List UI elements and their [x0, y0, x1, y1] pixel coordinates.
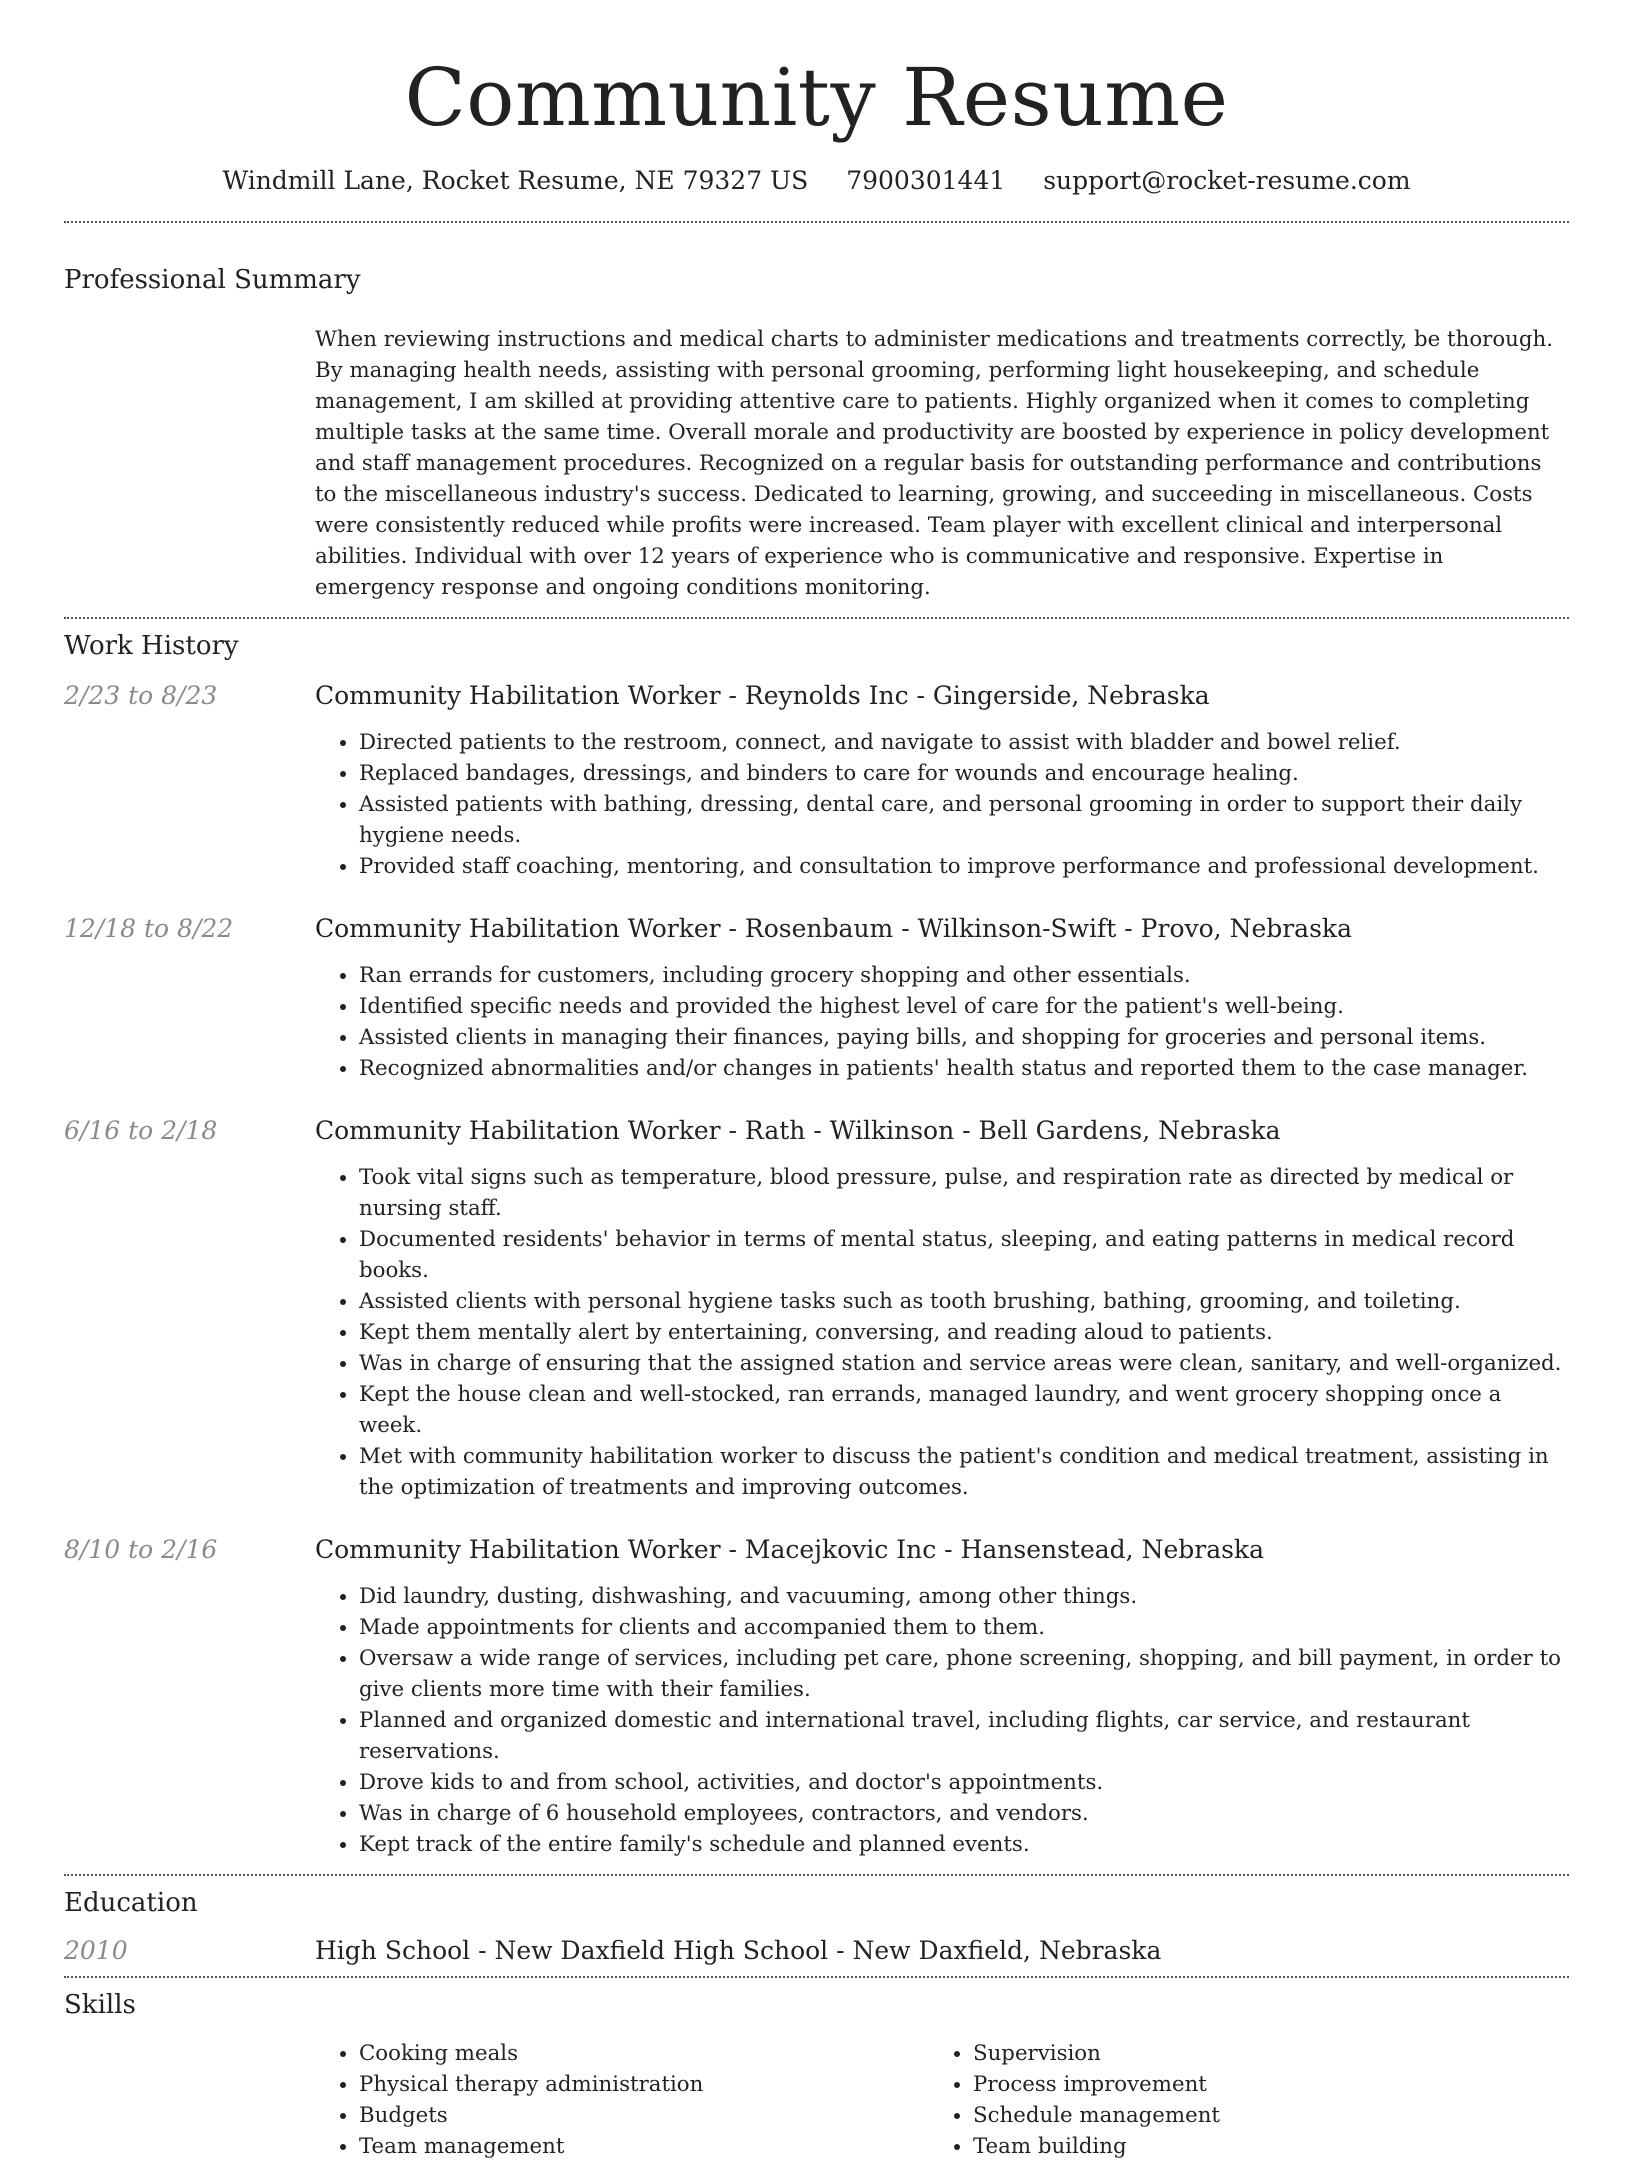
- skills-divider: [64, 1976, 1569, 1978]
- job-entry: [64, 912, 1569, 1084]
- section-title-education: Education: [64, 1888, 198, 1918]
- job-dates: 2/23 to 8/23: [64, 681, 218, 710]
- skills-grid: [315, 2038, 1569, 2162]
- job-title: Community Habilitation Worker - Macejkovic Inc - Hansenstead, Nebraska: [315, 1535, 1264, 1564]
- contact-email: support@rocket-resume.com: [1043, 166, 1411, 195]
- job-bullets: [315, 1162, 1569, 1503]
- skill-item: • Team management: [359, 2131, 929, 2162]
- skills-list: [315, 2038, 929, 2162]
- contact-address: Windmill Lane, Rocket Resume, NE 79327 US: [222, 166, 809, 195]
- summary-divider: [64, 617, 1569, 619]
- job-bullet: • Assisted clients in managing their finances, paying bills, and shopping for groceries and personal items.: [359, 1022, 1569, 1053]
- section-title-summary: Professional Summary: [64, 265, 361, 295]
- job-bullet: • Kept track of the entire family's schedule and planned events.: [359, 1829, 1569, 1860]
- job-body: [315, 1533, 1569, 1860]
- job-bullet: • Ran errands for customers, including grocery shopping and other essentials.: [359, 960, 1569, 991]
- job-bullet: • Took vital signs such as temperature, blood pressure, pulse, and respiration rate as directed by medical or nursing staff.: [359, 1162, 1569, 1224]
- contact-phone: 7900301441: [846, 166, 1006, 195]
- education-year: 2010: [64, 1936, 128, 1965]
- job-entry: [64, 1114, 1569, 1503]
- section-title-skills: Skills: [64, 1990, 136, 2020]
- job-bullet: • Assisted clients with personal hygiene tasks such as tooth brushing, bathing, grooming, and toileting.: [359, 1286, 1569, 1317]
- job-bullet: • Was in charge of 6 household employees, contractors, and vendors.: [359, 1798, 1569, 1829]
- job-entry: [64, 1533, 1569, 1860]
- job-bullet: • Kept the house clean and well-stocked, ran errands, managed laundry, and went grocery shopping once a week.: [359, 1379, 1569, 1441]
- job-bullet: • Did laundry, dusting, dishwashing, and vacuuming, among other things.: [359, 1581, 1569, 1612]
- contact-line: [64, 166, 1569, 195]
- job-bullets: [315, 727, 1569, 882]
- job-bullet: • Directed patients to the restroom, connect, and navigate to assist with bladder and bowel relief.: [359, 727, 1569, 758]
- job-bullets: [315, 960, 1569, 1084]
- job-bullet: • Kept them mentally alert by entertaining, conversing, and reading aloud to patients.: [359, 1317, 1569, 1348]
- skill-item: • Team building: [973, 2131, 1543, 2162]
- skills-list: [929, 2038, 1543, 2162]
- job-bullet: • Met with community habilitation worker to discuss the patient's condition and medical treatment, assisting in the optimization of treatments and improving outcomes.: [359, 1441, 1569, 1503]
- education-divider: [64, 1874, 1569, 1876]
- job-bullet: • Planned and organized domestic and international travel, including flights, car service, and restaurant reservations.: [359, 1705, 1569, 1767]
- job-bullet: • Documented residents' behavior in terms of mental status, sleeping, and eating patterns in medical record books.: [359, 1224, 1569, 1286]
- job-body: [315, 912, 1569, 1084]
- job-bullets: [315, 1581, 1569, 1860]
- job-bullet: • Recognized abnormalities and/or changes in patients' health status and reported them to the case manager.: [359, 1053, 1569, 1084]
- education-entry: [64, 1934, 1569, 1968]
- section-title-work-history: Work History: [64, 631, 239, 661]
- job-dates: 8/10 to 2/16: [64, 1535, 218, 1564]
- job-body: [315, 679, 1569, 882]
- skill-item: • Budgets: [359, 2100, 929, 2131]
- skill-item: • Process improvement: [973, 2069, 1543, 2100]
- job-title: Community Habilitation Worker - Rath - Wilkinson - Bell Gardens, Nebraska: [315, 1116, 1281, 1145]
- job-entry: [64, 679, 1569, 882]
- job-bullet: • Identified specific needs and provided the highest level of care for the patient's well-being.: [359, 991, 1569, 1022]
- job-bullet: • Oversaw a wide range of services, including pet care, phone screening, shopping, and bill payment, in order to give clients more time with their families.: [359, 1643, 1569, 1705]
- summary-text: When reviewing instructions and medical charts to administer medications and treatments correctly, be thorough. By managing health needs, assisting with personal grooming, performing light housekeeping, and schedule management, I am skilled at providing attentive care to patients. Highly organized when it comes to completing multiple tasks at the same time. Overall morale and productivity are boosted by experience in policy development and staff management procedures. Recognized on a regular basis for outstanding performance and contributions to the miscellaneous industry's success. Dedicated to learning, growing, and succeeding in miscellaneous. Costs were consistently reduced while profits were increased. Team player with excellent clinical and interpersonal abilities. Individual with over 12 years of experience who is communicative and responsive. Expertise in emergency response and ongoing conditions monitoring.: [315, 327, 1553, 600]
- job-body: [315, 1114, 1569, 1503]
- skills-column-left: [315, 2038, 929, 2162]
- skills-column-right: [929, 2038, 1543, 2162]
- resume-name: Community Resume: [404, 51, 1229, 144]
- skill-item: • Supervision: [973, 2038, 1543, 2069]
- job-title: Community Habilitation Worker - Rosenbaum - Wilkinson-Swift - Provo, Nebraska: [315, 914, 1352, 943]
- job-bullet: • Drove kids to and from school, activities, and doctor's appointments.: [359, 1767, 1569, 1798]
- job-bullet: • Was in charge of ensuring that the assigned station and service areas were clean, sanitary, and well-organized.: [359, 1348, 1569, 1379]
- job-bullet: • Replaced bandages, dressings, and binders to care for wounds and encourage healing.: [359, 758, 1569, 789]
- job-bullet: • Assisted patients with bathing, dressing, dental care, and personal grooming in order to support their daily hygiene needs.: [359, 789, 1569, 851]
- job-dates: 12/18 to 8/22: [64, 914, 234, 943]
- job-title: Community Habilitation Worker - Reynolds Inc - Gingerside, Nebraska: [315, 681, 1210, 710]
- education-title: High School - New Daxfield High School - New Daxfield, Nebraska: [315, 1936, 1162, 1965]
- skill-item: • Cooking meals: [359, 2038, 929, 2069]
- skill-item: • Physical therapy administration: [359, 2069, 929, 2100]
- job-bullet: • Provided staff coaching, mentoring, and consultation to improve performance and professional development.: [359, 851, 1569, 882]
- header-divider: [64, 221, 1569, 223]
- job-dates: 6/16 to 2/18: [64, 1116, 218, 1145]
- skill-item: • Schedule management: [973, 2100, 1543, 2131]
- job-bullet: • Made appointments for clients and accompanied them to them.: [359, 1612, 1569, 1643]
